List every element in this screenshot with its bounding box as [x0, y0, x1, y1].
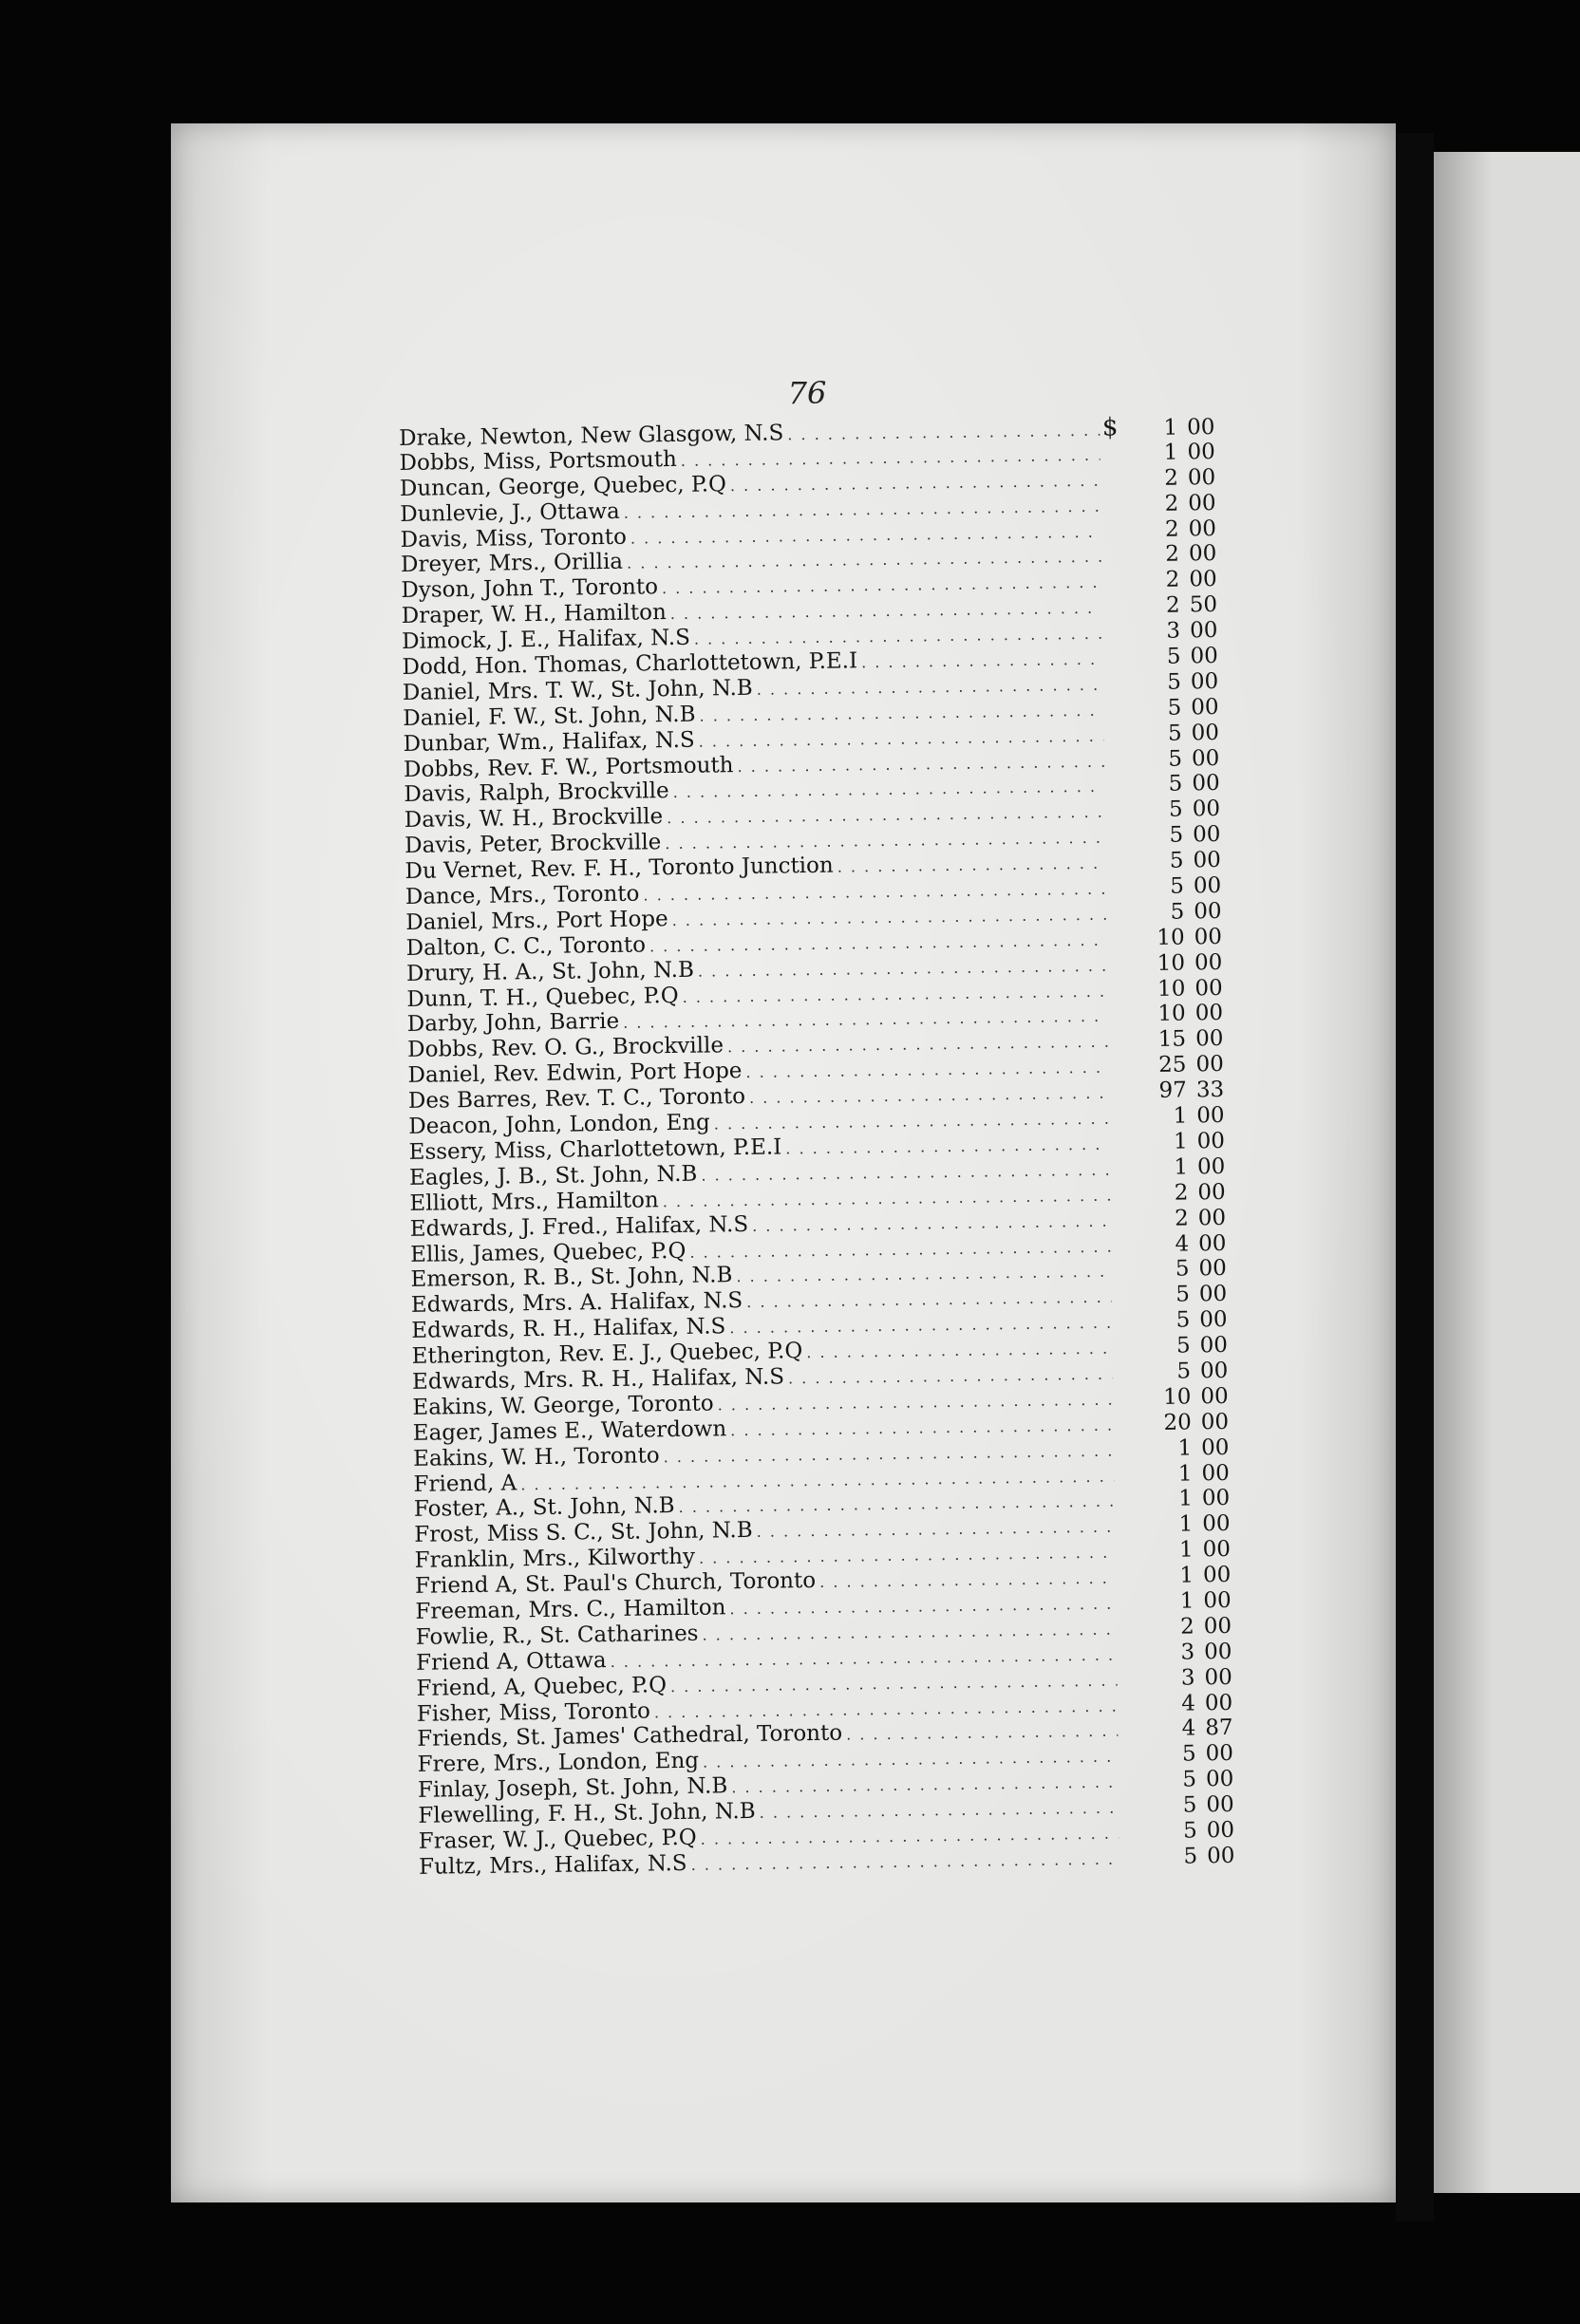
amount-dollars: 2: [1174, 1180, 1189, 1206]
amount: [1138, 1664, 1251, 1692]
contributor-name: Friends, St. James' Cathedral, Toronto: [417, 1721, 843, 1752]
amount-cents: 87: [1205, 1715, 1233, 1741]
amount-dollars: 5: [1182, 1792, 1197, 1818]
amount-dollars: 5: [1182, 1767, 1197, 1792]
amount: [1138, 1690, 1252, 1717]
contributor-name: Davis, Ralph, Brockville: [404, 778, 669, 808]
amount: [1130, 1103, 1244, 1131]
amount-cents: 00: [1194, 975, 1223, 1001]
contributor-name: Daniel, Rev. Edwin, Port Hope: [407, 1059, 743, 1089]
amount-dollars: 10: [1157, 950, 1186, 976]
contributor-name: Draper, W. H., Hamilton: [401, 600, 667, 629]
amount-dollars: 5: [1169, 848, 1184, 873]
amount: [1129, 1026, 1243, 1054]
amount: [1124, 720, 1238, 747]
amount: [1121, 490, 1235, 517]
contributor-name: Daniel, Mrs., Port Hope: [405, 907, 668, 935]
amount: [1135, 1460, 1249, 1488]
amount-dollars: 5: [1181, 1741, 1196, 1767]
contributor-name: Dunn, T. H., Quebec, P.Q: [406, 983, 679, 1012]
amount: [1128, 949, 1242, 977]
contributor-name: Fowlie, R., St. Catharines: [415, 1621, 699, 1650]
amount-cents: 00: [1201, 1486, 1231, 1511]
amount-cents: 00: [1194, 1026, 1224, 1052]
amount: [1125, 745, 1239, 773]
contributor-name: Frere, Mrs., London, Eng: [417, 1749, 700, 1778]
contributor-name: Des Barres, Rev. T. C., Toronto: [407, 1084, 746, 1115]
contributor-name: Fraser, W. J., Quebec, P.Q: [418, 1825, 697, 1854]
amount: [1135, 1434, 1249, 1462]
amount-cents: 00: [1200, 1383, 1229, 1410]
contributor-name: Drake, Newton, New Glasgow, N.S: [399, 421, 784, 451]
amount: [1132, 1230, 1246, 1258]
contributor-name: Daniel, F. W., St. John, N.B: [403, 702, 696, 731]
amount-cents: 00: [1197, 1230, 1227, 1256]
contributor-name: Eager, James E., Waterdown: [412, 1416, 727, 1446]
amount-dollars: 1: [1178, 1511, 1194, 1537]
amount-cents: 00: [1198, 1256, 1227, 1282]
amount-dollars: 1: [1179, 1588, 1194, 1614]
amount: [1129, 1001, 1243, 1028]
contributor-name: Ellis, James, Quebec, P.Q: [410, 1238, 687, 1267]
amount: [1131, 1179, 1245, 1207]
amount: [1138, 1741, 1252, 1769]
contributor-name: Eakins, W. George, Toronto: [412, 1391, 714, 1420]
amount-cents: 00: [1191, 720, 1220, 746]
amount-cents: 00: [1197, 1205, 1227, 1230]
amount: [1127, 873, 1241, 901]
amount-dollars: 97: [1158, 1078, 1188, 1104]
amount: [1127, 924, 1241, 951]
contributor-name: Davis, Miss, Toronto: [400, 524, 628, 553]
amount-cents: 00: [1206, 1843, 1235, 1869]
amount-cents: 00: [1200, 1409, 1230, 1435]
amount-dollars: 1: [1173, 1103, 1188, 1129]
amount-cents: 00: [1199, 1307, 1228, 1333]
amount: [1140, 1843, 1254, 1870]
amount-dollars: 25: [1158, 1052, 1187, 1078]
amount-cents: 00: [1196, 1128, 1226, 1154]
amount-cents: 50: [1189, 592, 1218, 618]
amount-cents: 00: [1187, 439, 1215, 465]
currency-symbol: $: [1101, 413, 1119, 442]
contributor-name: Franklin, Mrs., Kilworthy: [414, 1544, 696, 1574]
amount-dollars: 10: [1157, 1001, 1186, 1027]
amount-dollars: 5: [1176, 1282, 1191, 1307]
amount-dollars: 3: [1180, 1665, 1195, 1691]
amount-dollars: 2: [1174, 1206, 1189, 1231]
amount-dollars: 1: [1173, 1129, 1188, 1154]
amount-cents: 00: [1193, 872, 1222, 899]
amount-cents: 00: [1204, 1690, 1233, 1715]
amount: [1132, 1256, 1246, 1284]
contributor-name: Edwards, Mrs. A. Halifax, N.S: [410, 1288, 743, 1319]
amount-dollars: 5: [1182, 1818, 1197, 1844]
amount-cents: 00: [1188, 541, 1217, 567]
amount: [1120, 440, 1234, 467]
amount: [1121, 464, 1235, 492]
contributor-name: Dunlevie, J., Ottawa: [400, 498, 620, 527]
contributor-name: Dunbar, Wm., Halifax, N.S: [403, 727, 695, 757]
amount: [1140, 1818, 1254, 1846]
amount-dollars: 1: [1174, 1154, 1189, 1180]
amount-dollars: 1: [1177, 1435, 1193, 1461]
amount: [1137, 1588, 1251, 1616]
amount-cents: 00: [1196, 1153, 1226, 1180]
amount: [1128, 975, 1242, 1003]
amount-cents: 00: [1186, 415, 1215, 440]
contributor-name: Davis, Peter, Brockville: [404, 830, 662, 859]
amount: [1124, 669, 1238, 697]
amount-dollars: 5: [1170, 899, 1185, 925]
amount: [1121, 515, 1235, 543]
amount-cents: 00: [1188, 515, 1217, 541]
amount: [1129, 1052, 1243, 1079]
amount: [1127, 899, 1241, 927]
contributor-name: Dobbs, Miss, Portsmouth: [399, 446, 677, 476]
contributor-name: Dobbs, Rev. O. G., Brockville: [407, 1033, 724, 1063]
contributor-name: Dobbs, Rev. F. W., Portsmouth: [403, 752, 734, 782]
amount-cents: 00: [1192, 797, 1221, 822]
contributor-name: Flewelling, F. H., St. John, N.B: [418, 1798, 756, 1828]
amount-cents: 00: [1201, 1460, 1230, 1486]
contributor-name: Eagles, J. B., St. John, N.B: [408, 1161, 698, 1190]
amount-dollars: 10: [1162, 1384, 1192, 1410]
amount-cents: 00: [1202, 1537, 1232, 1563]
amount-dollars: 5: [1175, 1256, 1190, 1283]
amount-cents: 00: [1195, 1052, 1224, 1078]
contributor-name: Eakins, W. H., Toronto: [413, 1442, 660, 1471]
amount-dollars: 1: [1178, 1486, 1194, 1512]
amount: [1133, 1282, 1247, 1309]
contributor-name: Drury, H. A., St. John, N.B: [405, 957, 695, 986]
amount-dollars: 5: [1170, 873, 1185, 899]
amount: [1126, 848, 1240, 875]
contributor-name: Friend A, Ottawa: [416, 1647, 607, 1676]
amount-dollars: 5: [1167, 721, 1182, 746]
amount-dollars: 3: [1180, 1640, 1195, 1665]
amount: [1134, 1383, 1248, 1411]
amount: [1138, 1639, 1251, 1666]
amount: [1123, 592, 1237, 620]
amount-dollars: 5: [1169, 822, 1184, 848]
amount-cents: 00: [1188, 490, 1216, 516]
amount: [1139, 1767, 1253, 1794]
amount-dollars: 5: [1168, 797, 1183, 823]
amount: [1122, 567, 1236, 594]
contributor-name: Edwards, Mrs. R. H., Halifax, N.S: [411, 1364, 785, 1395]
amount-cents: 00: [1200, 1434, 1230, 1460]
amount-dollars: 4: [1181, 1690, 1196, 1716]
amount-cents: 00: [1193, 848, 1221, 873]
amount-dollars: 2: [1164, 491, 1179, 516]
amount-cents: 00: [1194, 949, 1223, 976]
amount-dollars: 4: [1181, 1715, 1196, 1742]
amount-cents: 00: [1194, 924, 1223, 950]
amount: [1138, 1613, 1251, 1640]
amount-cents: 00: [1205, 1767, 1234, 1792]
amount-cents: 00: [1199, 1358, 1229, 1384]
amount-dollars: 2: [1165, 567, 1180, 593]
amount-cents: 00: [1191, 694, 1219, 721]
amount-cents: 00: [1189, 618, 1218, 644]
contributor-name: Foster, A., St. John, N.B: [413, 1493, 675, 1523]
amount-cents: 00: [1192, 822, 1221, 848]
amount-cents: 00: [1197, 1179, 1226, 1206]
subscription-list: [399, 414, 1254, 1881]
contributor-name: Dodd, Hon. Thomas, Charlottetown, P.E.I: [402, 648, 858, 680]
contributor-name: Edwards, J. Fred., Halifax, N.S: [409, 1211, 749, 1242]
amount-cents: 00: [1206, 1791, 1234, 1818]
amount: [1123, 644, 1237, 671]
amount: [1136, 1537, 1250, 1565]
amount-cents: 00: [1189, 567, 1217, 592]
amount: [1139, 1792, 1253, 1820]
amount-cents: 00: [1206, 1817, 1235, 1844]
amount-dollars: 2: [1164, 465, 1179, 491]
amount-dollars: 5: [1176, 1359, 1192, 1384]
amount-dollars: 1: [1163, 415, 1178, 440]
amount-dollars: 2: [1165, 592, 1180, 618]
amount-cents: 00: [1203, 1587, 1232, 1614]
contributor-name: Dreyer, Mrs., Orillia: [400, 550, 624, 578]
amount-cents: 00: [1203, 1613, 1232, 1640]
amount-dollars: 5: [1168, 771, 1183, 797]
amount-dollars: 1: [1179, 1563, 1194, 1588]
amount-dollars: 10: [1157, 925, 1185, 950]
amount: [1125, 771, 1239, 798]
amount-cents: 00: [1194, 1001, 1224, 1026]
amount-cents: 33: [1195, 1078, 1225, 1103]
amount: [1138, 1715, 1252, 1743]
amount-dollars: 2: [1179, 1614, 1194, 1640]
amount: [1131, 1153, 1245, 1181]
amount-cents: 00: [1203, 1639, 1232, 1665]
amount-dollars: 4: [1175, 1230, 1190, 1257]
amount-dollars: 10: [1157, 976, 1186, 1002]
amount-dollars: 5: [1183, 1844, 1198, 1869]
amount: [1133, 1307, 1247, 1335]
contributor-name: Dance, Mrs., Toronto: [404, 881, 640, 909]
contributor-name: Friend, A: [413, 1470, 517, 1497]
amount-dollars: 1: [1178, 1537, 1194, 1563]
contributor-name: Friend A, St. Paul's Church, Toronto: [414, 1568, 817, 1599]
amount: [1126, 822, 1240, 850]
amount-cents: 00: [1202, 1562, 1232, 1588]
amount: [1136, 1511, 1250, 1539]
contributor-name: Davis, W. H., Brockville: [404, 804, 664, 834]
amount: [1135, 1409, 1249, 1436]
amount: [1136, 1486, 1250, 1513]
amount-dollars: 3: [1166, 618, 1181, 644]
contributor-name: Deacon, John, London, Eng: [408, 1110, 710, 1139]
contributor-name: Essery, Miss, Charlottetown, P.E.I: [408, 1134, 782, 1165]
amount-dollars: 15: [1157, 1026, 1187, 1053]
amount-cents: 00: [1204, 1664, 1232, 1690]
amount: [1130, 1078, 1244, 1105]
contributor-name: Elliott, Mrs., Hamilton: [409, 1187, 659, 1216]
amount-cents: 00: [1187, 464, 1216, 491]
amount: [1134, 1359, 1248, 1386]
amount-dollars: 1: [1163, 440, 1178, 465]
amount: [1122, 541, 1236, 569]
amount: [1132, 1205, 1246, 1232]
book-gutter: [1396, 133, 1434, 2221]
amount-dollars: 5: [1176, 1333, 1191, 1359]
page-number: 76: [787, 375, 827, 411]
contributor-name: Finlay, Joseph, St. John, N.B: [417, 1773, 728, 1804]
contributor-name: Freeman, Mrs. C., Hamilton: [415, 1595, 726, 1624]
amount: [1133, 1333, 1247, 1360]
contributor-name: Daniel, Mrs. T. W., St. John, N.B: [402, 675, 753, 705]
contributor-name: Frost, Miss S. C., St. John, N.B: [414, 1518, 753, 1548]
amount-cents: 00: [1194, 898, 1222, 925]
amount-dollars: 5: [1167, 669, 1182, 695]
contributor-name: Edwards, R. H., Halifax, N.S: [411, 1314, 726, 1344]
contributor-name: Dalton, C. C., Toronto: [405, 932, 647, 961]
amount-cents: 00: [1191, 745, 1220, 771]
amount-dollars: 2: [1164, 516, 1179, 542]
contributor-name: Friend, A, Quebec, P.Q: [416, 1672, 668, 1701]
amount: [1120, 415, 1234, 442]
amount-dollars: 2: [1165, 541, 1180, 568]
amount-cents: 00: [1199, 1332, 1229, 1359]
contributor-name: Duncan, George, Quebec, P.Q: [399, 471, 727, 501]
contributor-name: Etherington, Rev. E. J., Quebec, P.Q: [411, 1339, 803, 1369]
amount-cents: 00: [1198, 1282, 1228, 1307]
amount: [1123, 618, 1237, 646]
amount-cents: 00: [1202, 1511, 1231, 1537]
amount-dollars: 1: [1177, 1460, 1193, 1487]
contributor-name: Fisher, Miss, Toronto: [416, 1697, 651, 1727]
contributor-name: Du Vernet, Rev. F. H., Toronto Junction: [404, 853, 834, 885]
amount-dollars: 5: [1168, 746, 1183, 772]
amount-cents: 00: [1205, 1741, 1234, 1767]
adjacent-page-edge: [1434, 152, 1580, 2193]
amount: [1124, 694, 1238, 722]
amount: [1137, 1563, 1251, 1590]
contributor-name: Dyson, John T., Toronto: [401, 574, 659, 604]
contributor-name: Darby, John, Barrie: [406, 1009, 620, 1038]
amount-dollars: 5: [1167, 695, 1182, 721]
amount: [1126, 797, 1240, 824]
amount: [1130, 1129, 1244, 1156]
contributor-name: Fultz, Mrs., Halifax, N.S: [419, 1850, 687, 1880]
contributor-name: Dimock, J. E., Halifax, N.S: [402, 625, 691, 655]
amount-cents: 00: [1190, 668, 1219, 695]
amount-cents: 00: [1192, 771, 1220, 797]
amount-cents: 00: [1190, 643, 1218, 669]
amount-cents: 00: [1196, 1102, 1225, 1129]
amount-dollars: 5: [1166, 644, 1181, 669]
contributor-name: Emerson, R. B., St. John, N.B: [410, 1263, 733, 1293]
amount-dollars: 20: [1163, 1410, 1192, 1435]
amount-dollars: 5: [1176, 1307, 1191, 1333]
